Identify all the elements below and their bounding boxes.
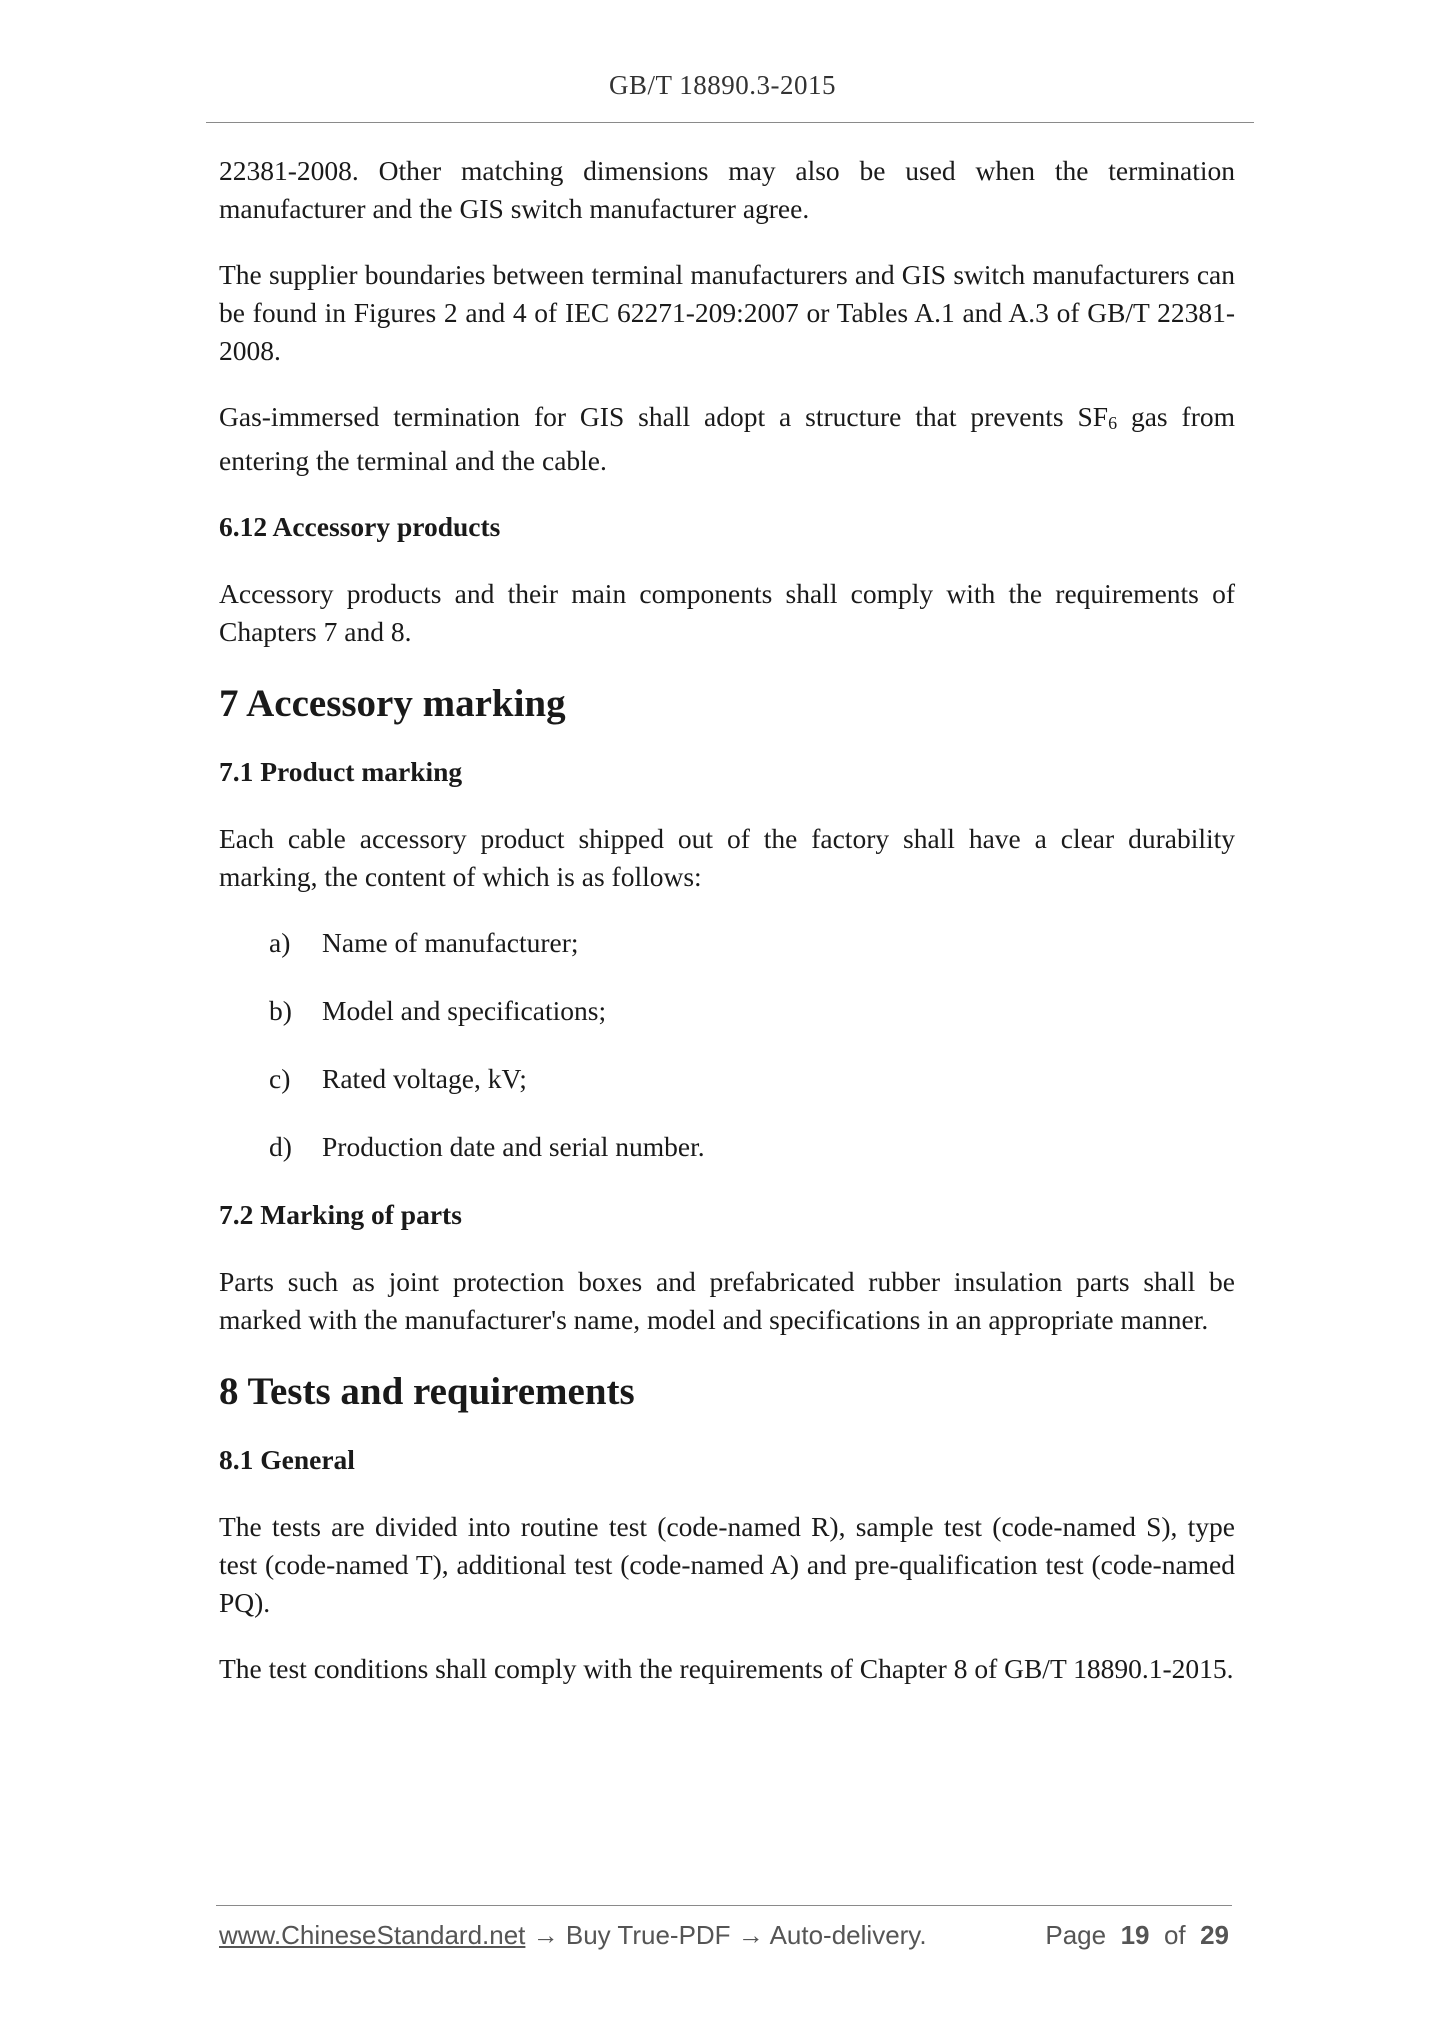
list-marker: c) <box>269 1063 291 1094</box>
page-label: Page <box>1045 1920 1107 1950</box>
marking-content-list <box>219 924 1235 1166</box>
list-item-text: Name of manufacturer; <box>322 927 579 958</box>
paragraph-test-types: The tests are divided into routine test (code-named R), sample test (code-named S), type test (code-named T), additional test (code-named A) and pre-qualification test (code-named PQ). <box>219 1511 1235 1618</box>
heading-8-1: 8.1 General <box>219 1444 355 1475</box>
paragraph-product-marking: Each cable accessory product shipped out of the factory shall have a clear durability marking, the content of which is as follows: <box>219 823 1235 892</box>
website-link[interactable]: www.ChineseStandard.net <box>219 1920 526 1950</box>
paragraph-accessory-products: Accessory products and their main components shall comply with the requirements of Chapters 7 and 8. <box>219 578 1235 647</box>
heading-6-12: 6.12 Accessory products <box>219 511 501 542</box>
header-divider <box>206 122 1254 123</box>
list-item-text: Production date and serial number. <box>322 1131 705 1162</box>
current-page: 19 <box>1120 1920 1150 1950</box>
page-number <box>1045 1920 1229 1951</box>
heading-section-7: 7 Accessory marking <box>219 682 566 725</box>
paragraph-gas-immersed <box>219 398 1235 480</box>
paragraph-marking-of-parts: Parts such as joint protection boxes and prefabricated rubber insulation parts shall be marked with the manufacturer's name, model and specifications in an appropriate manner. <box>219 1266 1235 1335</box>
total-pages: 29 <box>1200 1920 1229 1950</box>
list-marker: a) <box>269 927 291 958</box>
list-item <box>219 992 1235 1030</box>
paragraph-supplier-boundaries: The supplier boundaries between terminal manufacturers and GIS switch manufacturers can be found in Figures 2 and 4 of IEC 62271-209:2007 or Tables A.1 and A.3 of GB/T 22381-2008. <box>219 259 1235 366</box>
list-item <box>219 924 1235 962</box>
page-content <box>219 152 1235 1716</box>
footer-tagline: → Buy True-PDF → Auto-delivery. <box>525 1920 927 1950</box>
paragraph-gas-immersed-part2: gas from entering the terminal and the cable. <box>219 401 1235 476</box>
list-item <box>219 1128 1235 1166</box>
footer-promo <box>219 1920 927 1951</box>
subscript-6: 6 <box>1108 413 1118 433</box>
footer-divider <box>216 1905 1232 1906</box>
heading-7-2: 7.2 Marking of parts <box>219 1199 462 1230</box>
paragraph-continuation: 22381-2008. Other matching dimensions may also be used when the termination manufacturer and the GIS switch manufacturer agree. <box>219 155 1235 224</box>
list-item <box>219 1060 1235 1098</box>
list-item-text: Model and specifications; <box>322 995 607 1026</box>
document-header-title: GB/T 18890.3-2015 <box>608 70 836 100</box>
heading-section-8: 8 Tests and requirements <box>219 1370 635 1413</box>
of-label: of <box>1163 1920 1186 1950</box>
list-item-text: Rated voltage, kV; <box>322 1063 527 1094</box>
heading-7-1: 7.1 Product marking <box>219 756 463 787</box>
page-footer <box>219 1920 1229 1960</box>
list-marker: d) <box>269 1131 292 1162</box>
paragraph-test-conditions: The test conditions shall comply with the requirements of Chapter 8 of GB/T 18890.1-2015. <box>219 1653 1234 1684</box>
paragraph-gas-immersed-part1: Gas-immersed termination for GIS shall adopt a structure that prevents SF <box>219 401 1109 432</box>
list-marker: b) <box>269 995 292 1026</box>
